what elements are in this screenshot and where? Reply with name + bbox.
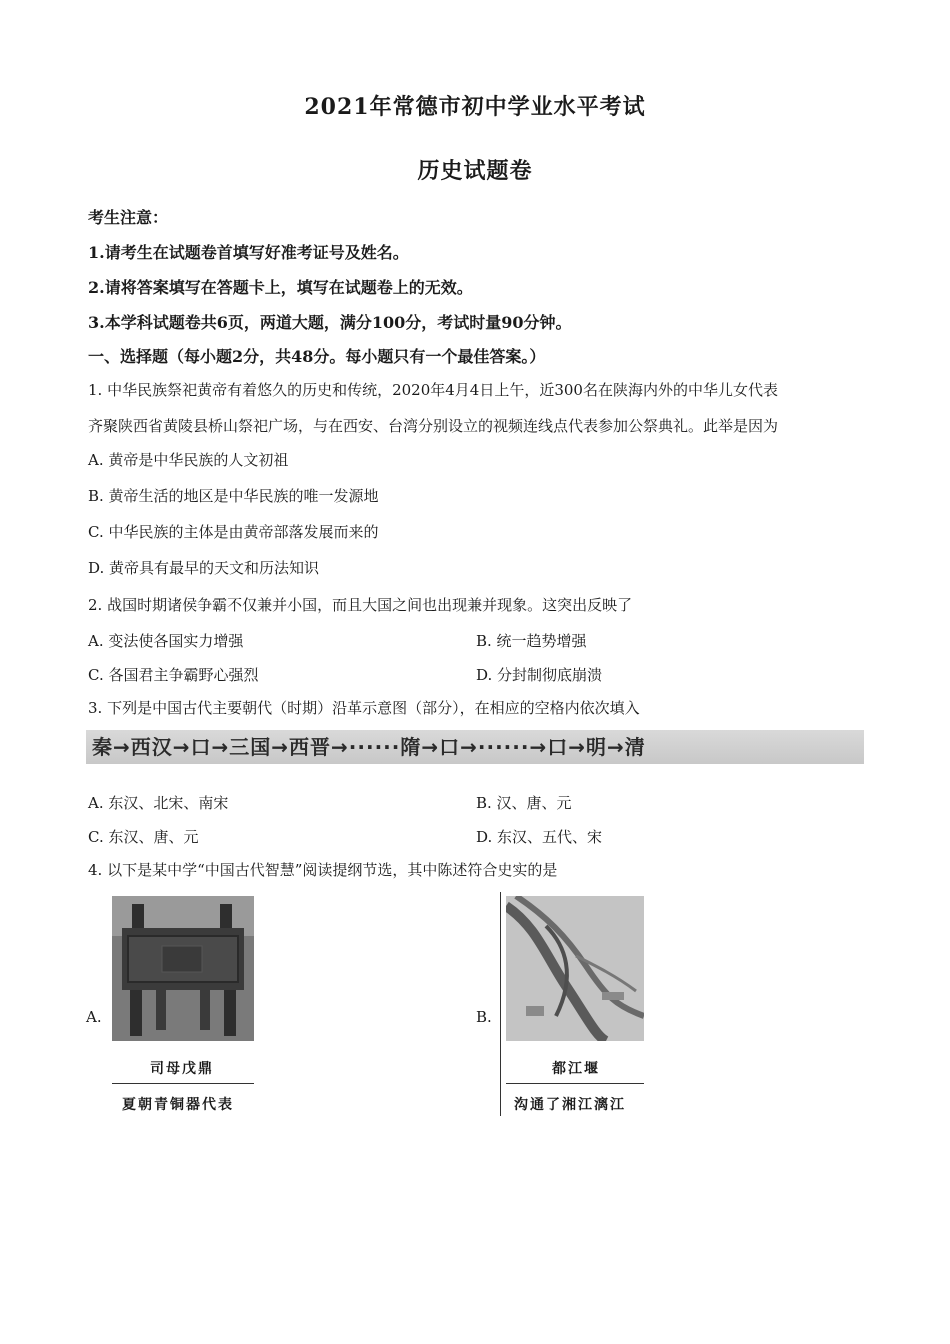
- q4-option-a-caption: 司母戊鼎: [150, 1061, 214, 1077]
- q4-option-b-label: B.: [476, 1008, 492, 1026]
- dynasty-timeline-strip: [86, 730, 864, 764]
- q2-stem: 2. 战国时期诸侯争霸不仅兼并小国，而且大国之间也出现兼并现象。这突出反映了: [88, 596, 633, 614]
- q4-option-a-label: A.: [86, 1008, 102, 1026]
- option-b-divider: [506, 1083, 644, 1084]
- q3-option-b: B. 汉、唐、元: [476, 794, 572, 812]
- exam-title: 2021年常德市初中学业水平考试: [304, 94, 646, 120]
- option-a-divider: [112, 1083, 254, 1084]
- dujiangyan-map-image: [506, 896, 644, 1041]
- q1-option-a: A. 黄帝是中华民族的人文初祖: [88, 451, 289, 469]
- dynasty-timeline-text: 秦→西汉→口→三国→西晋→······隋→口→······→口→明→清: [92, 735, 646, 759]
- simuwu-ding-image: [112, 896, 254, 1041]
- river-map-icon: [506, 896, 644, 1041]
- q3-option-c: C. 东汉、唐、元: [88, 828, 199, 846]
- q1-stem-line1: 1. 中华民族祭祀黄帝有着悠久的历史和传统，2020年4月4日上午，近300名在陕海内外的中华儿女代表: [88, 381, 778, 399]
- option-b-divider-vertical: [500, 892, 501, 1116]
- q1-option-c: C. 中华民族的主体是由黄帝部落发展而来的: [88, 523, 379, 541]
- notice-heading: 考生注意：: [88, 208, 169, 227]
- q1-option-d: D. 黄帝具有最早的天文和历法知识: [88, 559, 320, 577]
- q1-stem-line2: 齐聚陕西省黄陵县桥山祭祀广场，与在西安、台湾分别设立的视频连线点代表参加公祭典礼。此举是因为: [88, 417, 779, 435]
- q2-option-b: B. 统一趋势增强: [476, 632, 587, 650]
- q4-stem: 4. 以下是某中学“中国古代智慧”阅读提纲节选，其中陈述符合史实的是: [88, 861, 558, 879]
- q4-option-a-desc: 夏朝青铜器代表: [122, 1097, 234, 1113]
- exam-subtitle: 历史试题卷: [417, 158, 533, 184]
- q2-option-d: D. 分封制彻底崩溃: [476, 666, 603, 684]
- q3-option-d: D. 东汉、五代、宋: [476, 828, 603, 846]
- q3-option-a: A. 东汉、北宋、南宋: [88, 794, 229, 812]
- q1-option-b: B. 黄帝生活的地区是中华民族的唯一发源地: [88, 487, 379, 505]
- q3-stem: 3. 下列是中国古代主要朝代（时期）沿革示意图（部分），在相应的空格内依次填入: [88, 699, 640, 717]
- q4-option-b-caption: 都江堰: [552, 1061, 600, 1077]
- notice-item-2: 2.请将答案填写在答题卡上，填写在试题卷上的无效。: [88, 278, 473, 297]
- section-heading: 一、选择题（每小题2分，共48分。每小题只有一个最佳答案。）: [88, 347, 546, 366]
- notice-item-1: 1.请考生在试题卷首填写好准考证号及姓名。: [88, 243, 409, 262]
- q4-option-b-desc: 沟通了湘江漓江: [514, 1097, 626, 1113]
- ding-icon: [112, 896, 254, 1041]
- q2-option-c: C. 各国君主争霸野心强烈: [88, 666, 259, 684]
- notice-item-3: 3.本学科试题卷共6页，两道大题，满分100分，考试时量90分钟。: [88, 313, 572, 332]
- q2-option-a: A. 变法使各国实力增强: [88, 632, 244, 650]
